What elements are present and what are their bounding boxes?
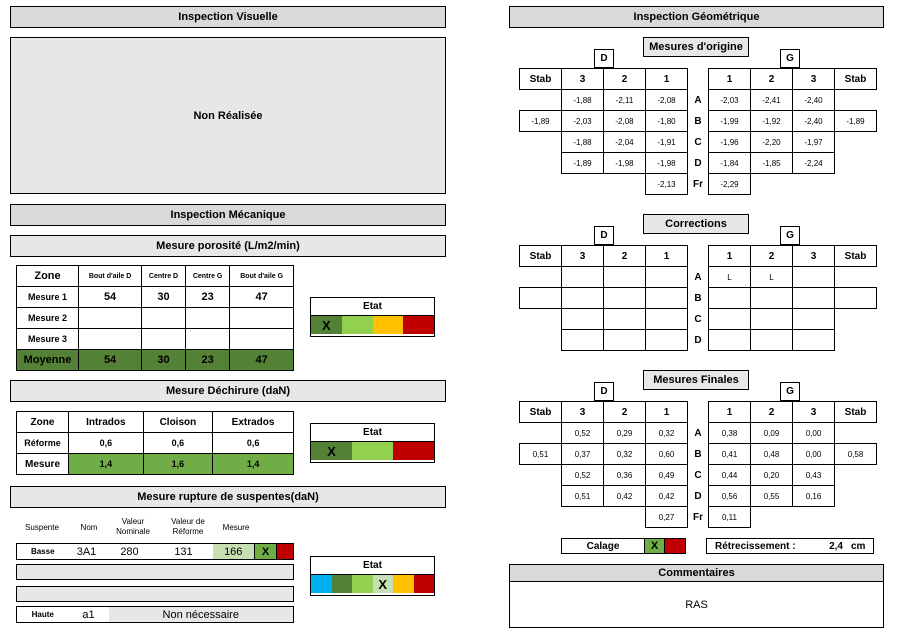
col-header: 1 (646, 69, 688, 90)
table-cell: 0,41 (709, 444, 751, 465)
table-header: Bout d'aile G (230, 266, 294, 287)
row-label: B (694, 448, 702, 460)
side-d-label: D (594, 49, 614, 68)
lines-col-header: Mesure (222, 523, 250, 532)
table-row (17, 544, 294, 560)
table-cell: 54 (79, 287, 142, 308)
gauge-cell (352, 442, 393, 460)
table-cell: -2,04 (604, 132, 646, 153)
table-cell: 0,48 (751, 444, 793, 465)
table-cell: 0,00 (793, 423, 835, 444)
mechanical-inspection-title: Inspection Mécanique (170, 209, 286, 221)
table-cell: 0,09 (751, 423, 793, 444)
gauge-title: Etat (311, 557, 434, 575)
table-row (520, 423, 877, 444)
table-row (17, 454, 294, 475)
row-label: Mesure (17, 454, 69, 475)
tear-title: Mesure Déchirure (daN) (165, 385, 291, 397)
table-cell: 0,55 (751, 486, 793, 507)
col-header: 2 (604, 402, 646, 423)
table-cell (520, 486, 562, 507)
table-row (17, 433, 294, 454)
table-cell: -1,91 (646, 132, 688, 153)
table-cell (793, 288, 835, 309)
table-cell: -2,40 (793, 111, 835, 132)
table-cell (793, 267, 835, 288)
table-cell (793, 174, 835, 195)
table-cell (520, 465, 562, 486)
table-row (17, 308, 294, 329)
side-d-label: D (594, 226, 614, 245)
table-cell (646, 267, 688, 288)
table-cell (835, 288, 877, 309)
table-row (17, 412, 294, 433)
table-cell (79, 329, 142, 350)
calage-cell (664, 539, 685, 553)
table-row (17, 329, 294, 350)
comments-title: Commentaires (658, 567, 735, 579)
table-cell: -1,84 (709, 153, 751, 174)
table-cell (520, 90, 562, 111)
table-cell: 0,6 (143, 433, 213, 454)
table-cell (230, 308, 294, 329)
table-cell: -1,98 (646, 153, 688, 174)
finales-table (519, 401, 877, 528)
table-cell: -2,40 (793, 90, 835, 111)
geometric-inspection-header (509, 6, 884, 28)
table-cell (835, 174, 877, 195)
table-cell (751, 330, 793, 351)
porosity-table (16, 265, 294, 371)
table-row (520, 330, 877, 351)
table-row (520, 288, 877, 309)
col-header: 2 (604, 246, 646, 267)
mechanical-inspection-header (10, 204, 446, 226)
table-cell: 0,37 (562, 444, 604, 465)
retrecissement-value: 2,4 (829, 540, 843, 552)
table-header: Centre D (142, 266, 186, 287)
table-cell: -1,97 (793, 132, 835, 153)
col-header: 1 (646, 402, 688, 423)
table-cell: -1,88 (562, 90, 604, 111)
table-cell: 47 (230, 287, 294, 308)
table-row (17, 287, 294, 308)
row-label: Basse (30, 547, 55, 556)
table-row (520, 507, 877, 528)
row-label: C (694, 469, 702, 481)
row-label: D (694, 157, 702, 169)
lines-haute-row (16, 606, 294, 623)
col-header: 1 (646, 246, 688, 267)
table-cell: 0,29 (604, 423, 646, 444)
table-cell: 0,27 (646, 507, 688, 528)
table-cell (185, 308, 229, 329)
row-label: D (694, 490, 702, 502)
table-cell: 0,56 (709, 486, 751, 507)
table-cell: 0,52 (562, 465, 604, 486)
line-mark: X (255, 544, 277, 560)
visual-inspection-status: Non Réalisée (193, 109, 263, 122)
col-header: Stab (835, 246, 877, 267)
row-label: Réforme (17, 433, 69, 454)
table-cell (604, 267, 646, 288)
gauge-title: Etat (311, 298, 434, 316)
gauge-cell (311, 575, 332, 593)
table-header: Centre G (185, 266, 229, 287)
table-row (17, 607, 294, 623)
side-d-label: D (594, 382, 614, 401)
table-cell (604, 174, 646, 195)
lines-empty-row (16, 564, 294, 580)
table-cell: 0,60 (646, 444, 688, 465)
table-cell (520, 330, 562, 351)
table-cell: -1,85 (751, 153, 793, 174)
table-cell: -1,89 (520, 111, 562, 132)
table-cell (835, 507, 877, 528)
row-label: C (694, 313, 702, 325)
lines-status-gauge (310, 556, 435, 596)
table-row (520, 486, 877, 507)
table-cell (835, 90, 877, 111)
lines-empty-row (16, 586, 294, 602)
table-cell (604, 507, 646, 528)
table-cell (562, 507, 604, 528)
porosity-status-gauge (310, 297, 435, 337)
table-row (520, 246, 877, 267)
row-label: Haute (31, 610, 54, 619)
table-cell (520, 288, 562, 309)
col-header (688, 69, 709, 90)
lines-col-header: Suspente (25, 523, 59, 532)
retrecissement-box (706, 538, 874, 554)
retrecissement-unit: cm (851, 540, 866, 552)
table-cell: -2,03 (709, 90, 751, 111)
col-header: 1 (709, 402, 751, 423)
table-cell: 0,11 (709, 507, 751, 528)
porosity-title: Mesure porosité (L/m2/min) (156, 240, 300, 252)
gauge-cell (414, 575, 435, 593)
table-cell: -2,29 (709, 174, 751, 195)
table-cell: -1,99 (709, 111, 751, 132)
table-cell: 0,6 (69, 433, 144, 454)
col-header: 3 (793, 246, 835, 267)
table-cell (230, 329, 294, 350)
row-label: B (694, 292, 702, 304)
table-cell (835, 132, 877, 153)
table-cell (709, 309, 751, 330)
gauge-mark: X (311, 316, 342, 334)
row-label: Mesure 2 (17, 308, 79, 329)
gauge-cell (277, 544, 294, 560)
row-label: A (694, 427, 702, 439)
gauge-cell (403, 316, 434, 334)
table-cell (835, 423, 877, 444)
side-g-label: G (780, 226, 800, 245)
gauge-mark: X (311, 442, 352, 460)
row-label: Moyenne (17, 350, 79, 371)
gauge-cell (373, 316, 404, 334)
table-cell (562, 174, 604, 195)
table-row (520, 402, 877, 423)
table-row (520, 111, 877, 132)
table-cell (835, 465, 877, 486)
table-row (520, 444, 877, 465)
table-cell: 0,42 (604, 486, 646, 507)
table-cell (793, 507, 835, 528)
table-cell: 166 (213, 544, 255, 560)
table-cell: -1,89 (562, 153, 604, 174)
col-header: 1 (709, 246, 751, 267)
table-cell (751, 288, 793, 309)
lines-col-header: Nom (80, 523, 98, 532)
table-cell: 1,4 (213, 454, 294, 475)
table-cell: 0,20 (751, 465, 793, 486)
table-header: Extrados (213, 412, 294, 433)
table-cell: -1,80 (646, 111, 688, 132)
table-cell (520, 309, 562, 330)
table-cell: 0,00 (793, 444, 835, 465)
table-cell (562, 288, 604, 309)
side-g-label: G (780, 382, 800, 401)
table-cell: -2,11 (604, 90, 646, 111)
gauge-mark: X (373, 575, 394, 593)
table-cell: Non nécessaire (109, 607, 294, 623)
retrecissement-label: Rétrecissement : (715, 540, 796, 552)
col-header: Stab (520, 246, 562, 267)
table-cell: -1,89 (835, 111, 877, 132)
table-cell: -2,41 (751, 90, 793, 111)
table-cell: 0,36 (604, 465, 646, 486)
table-cell: 0,16 (793, 486, 835, 507)
table-cell: 23 (185, 350, 229, 371)
table-row (520, 153, 877, 174)
table-cell (520, 267, 562, 288)
table-cell: -2,08 (604, 111, 646, 132)
col-header: 3 (793, 402, 835, 423)
tear-table (16, 411, 294, 475)
table-cell (520, 507, 562, 528)
table-cell: -1,92 (751, 111, 793, 132)
table-cell (79, 308, 142, 329)
gauge-cell (332, 575, 353, 593)
table-cell: 280 (120, 545, 139, 558)
table-cell (646, 330, 688, 351)
table-cell (604, 288, 646, 309)
corrections-title: Corrections (643, 214, 749, 234)
col-header: 2 (751, 402, 793, 423)
tear-header (10, 380, 446, 402)
table-cell (793, 309, 835, 330)
table-cell: 0,52 (562, 423, 604, 444)
table-cell (142, 329, 186, 350)
lines-header (10, 486, 446, 508)
table-header: Zone (17, 412, 69, 433)
table-cell: -2,20 (751, 132, 793, 153)
table-cell (835, 486, 877, 507)
table-cell: -1,96 (709, 132, 751, 153)
table-cell (646, 309, 688, 330)
table-cell (793, 330, 835, 351)
col-header (688, 402, 709, 423)
gauge-cell (393, 575, 414, 593)
table-cell (646, 288, 688, 309)
gauge-cell (342, 316, 373, 334)
porosity-header (10, 235, 446, 257)
table-cell (520, 153, 562, 174)
table-cell (835, 267, 877, 288)
row-label: Fr (693, 178, 703, 190)
lines-title: Mesure rupture de suspentes(daN) (137, 491, 319, 503)
calage-mark: X (644, 539, 664, 553)
table-row (520, 267, 877, 288)
corrections-table (519, 245, 877, 351)
col-header: Stab (835, 69, 877, 90)
calage-box (561, 538, 686, 554)
table-cell (751, 309, 793, 330)
table-cell: 131 (174, 545, 193, 558)
table-cell: 1,6 (143, 454, 213, 475)
calage-label: Calage (586, 540, 620, 552)
col-header: 3 (793, 69, 835, 90)
row-label: C (694, 136, 702, 148)
table-cell: -1,88 (562, 132, 604, 153)
gauge-title: Etat (311, 424, 434, 442)
col-header: 3 (562, 246, 604, 267)
row-label: Mesure 3 (17, 329, 79, 350)
comments-header (509, 564, 884, 582)
table-header: Bout d'aile D (79, 266, 142, 287)
table-cell: -1,98 (604, 153, 646, 174)
col-header (688, 246, 709, 267)
table-cell: -2,24 (793, 153, 835, 174)
table-cell (520, 174, 562, 195)
table-cell: 30 (142, 350, 186, 371)
table-cell: 0,49 (646, 465, 688, 486)
table-cell: -2,08 (646, 90, 688, 111)
table-cell: 0,44 (709, 465, 751, 486)
table-cell (835, 330, 877, 351)
row-label: A (694, 94, 702, 106)
col-header: Stab (835, 402, 877, 423)
comments-text: RAS (685, 598, 708, 611)
table-cell: L (709, 267, 751, 288)
table-cell: 47 (230, 350, 294, 371)
col-header: 2 (751, 246, 793, 267)
table-cell: 0,58 (835, 444, 877, 465)
table-cell (709, 330, 751, 351)
table-row (520, 174, 877, 195)
table-row (520, 69, 877, 90)
row-label: B (694, 115, 702, 127)
col-header: 3 (562, 69, 604, 90)
lines-basse-row (16, 543, 294, 560)
table-cell: L (751, 267, 793, 288)
row-label: Fr (693, 511, 703, 523)
table-row (520, 132, 877, 153)
table-cell (142, 308, 186, 329)
table-cell (751, 174, 793, 195)
table-header: Intrados (69, 412, 144, 433)
table-cell: a1 (82, 608, 95, 621)
table-cell (520, 132, 562, 153)
table-cell: 23 (185, 287, 229, 308)
visual-inspection-panel (10, 37, 446, 194)
col-header: Stab (520, 69, 562, 90)
table-row (17, 350, 294, 371)
table-cell (835, 309, 877, 330)
table-row (520, 309, 877, 330)
geometric-inspection-title: Inspection Géométrique (633, 11, 760, 23)
table-cell (185, 329, 229, 350)
side-g-label: G (780, 49, 800, 68)
row-label: Mesure 1 (17, 287, 79, 308)
table-cell (835, 153, 877, 174)
comments-panel (509, 581, 884, 628)
col-header: 2 (604, 69, 646, 90)
gauge-cell (352, 575, 373, 593)
tear-status-gauge (310, 423, 435, 463)
origine-title: Mesures d'origine (643, 37, 749, 57)
col-header: 3 (562, 402, 604, 423)
table-cell: 0,42 (646, 486, 688, 507)
lines-col-header: Valeur de Réforme (171, 517, 205, 536)
table-row (520, 90, 877, 111)
row-label: D (694, 334, 702, 346)
table-header: Cloison (143, 412, 213, 433)
table-cell (562, 309, 604, 330)
col-header: 1 (709, 69, 751, 90)
visual-inspection-header (10, 6, 446, 28)
table-cell (709, 288, 751, 309)
table-cell: 1,4 (69, 454, 144, 475)
lines-col-header: Valeur Nominale (116, 517, 150, 536)
table-cell: 54 (79, 350, 142, 371)
table-cell: 30 (142, 287, 186, 308)
table-cell (604, 330, 646, 351)
gauge-cell (393, 442, 434, 460)
table-cell (562, 267, 604, 288)
finales-title: Mesures Finales (643, 370, 749, 390)
table-cell: -2,13 (646, 174, 688, 195)
table-cell: 3A1 (76, 545, 97, 558)
table-header: Zone (17, 266, 79, 287)
row-label: A (694, 271, 702, 283)
table-cell (604, 309, 646, 330)
origine-table (519, 68, 877, 195)
col-header: 2 (751, 69, 793, 90)
visual-inspection-title: Inspection Visuelle (178, 11, 278, 23)
col-header: Stab (520, 402, 562, 423)
table-cell: 0,51 (520, 444, 562, 465)
table-row (17, 266, 294, 287)
table-row (520, 465, 877, 486)
table-cell: -2,03 (562, 111, 604, 132)
table-cell: 0,38 (709, 423, 751, 444)
table-cell: 0,51 (562, 486, 604, 507)
table-cell: 0,6 (213, 433, 294, 454)
table-cell: 0,32 (604, 444, 646, 465)
table-cell: 0,43 (793, 465, 835, 486)
table-cell (562, 330, 604, 351)
table-cell (751, 507, 793, 528)
table-cell: 0,32 (646, 423, 688, 444)
table-cell (520, 423, 562, 444)
